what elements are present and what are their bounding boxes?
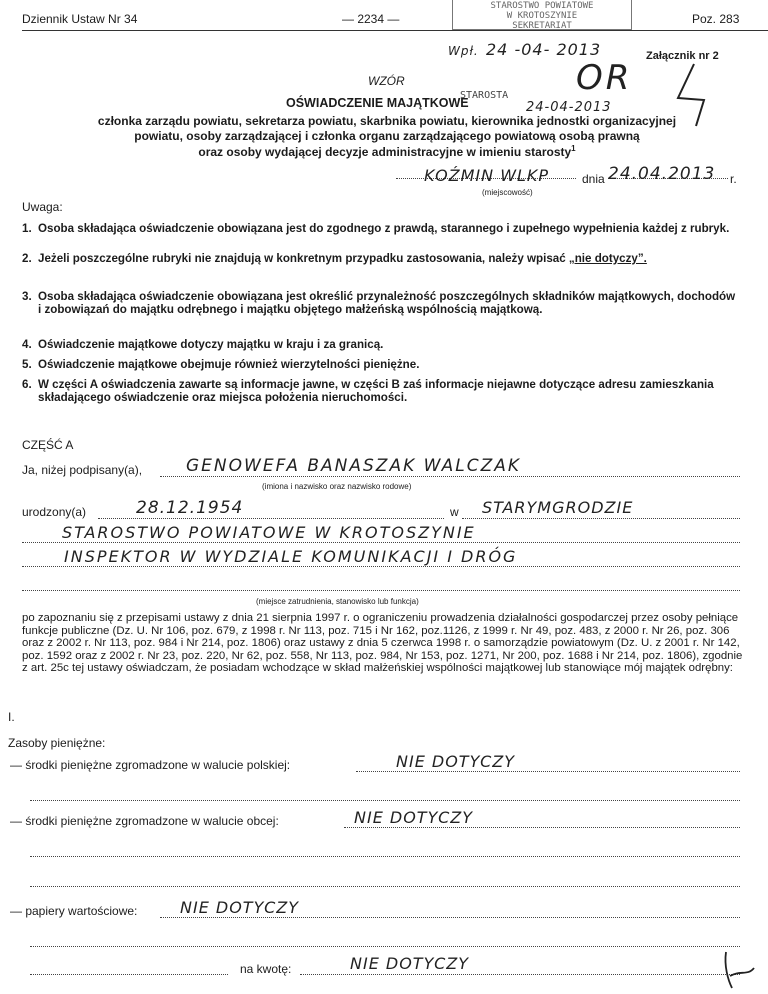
fx-dotline: [344, 827, 740, 828]
date-label: dnia: [582, 172, 605, 186]
page-number: — 2234 —: [342, 12, 400, 26]
place-date-row: [396, 166, 742, 188]
title-line-2: powiatu, osoby zarządzającej i członka organu zarządzającego powiatową osobą prawną: [134, 129, 640, 143]
note-emphasis: „nie dotyczy”.: [568, 252, 647, 265]
securities-label: — papiery wartościowe:: [10, 904, 138, 918]
birth-place: STARYMGRODZIE: [482, 498, 634, 517]
note-item: [22, 290, 742, 316]
starosta-date: 24-04-2013: [526, 100, 612, 115]
pln-dotline-2: [30, 800, 740, 801]
amount-value: NIE DOTYCZY: [350, 954, 469, 973]
birth-date-dotline: [98, 518, 444, 519]
employment-line-1: STAROSTWO POWIATOWE W KROTOSZYNIE: [62, 523, 476, 542]
received-prefix: Wpł.: [448, 44, 479, 58]
handwritten-code: OR: [576, 58, 633, 98]
notes-heading: Uwaga:: [22, 200, 63, 214]
stamp-line: SEKRETARIAT: [512, 21, 572, 31]
journal-title: Dziennik Ustaw Nr 34: [22, 12, 138, 26]
footnote-mark: 1: [571, 144, 576, 153]
pln-value: NIE DOTYCZY: [396, 752, 515, 771]
section-heading: Zasoby pieniężne:: [8, 736, 106, 750]
amount-label: na kwotę:: [240, 962, 292, 976]
fx-value: NIE DOTYCZY: [354, 808, 473, 827]
pln-dotline: [356, 771, 740, 772]
document-title: OŚWIADCZENIE MAJĄTKOWE: [286, 96, 469, 110]
place-caption: (miejscowość): [482, 188, 533, 197]
position-number: Poz. 283: [692, 12, 740, 26]
starosta-stamp: STAROSTA: [460, 90, 509, 101]
received-date: 24 -04- 2013: [486, 40, 602, 59]
note-item: [22, 222, 742, 235]
note-item: [22, 358, 742, 371]
title-line-3: [22, 144, 752, 159]
header-rule: [22, 30, 768, 31]
note-number: 3.: [22, 290, 32, 303]
employment-dotline-2: [22, 566, 740, 567]
fx-dotline-3: [30, 886, 740, 887]
note-number: 5.: [22, 358, 32, 371]
section-roman: I.: [8, 710, 15, 724]
signer-name: GENOWEFA BANASZAK WALCZAK: [186, 456, 521, 476]
in-label: w: [450, 505, 459, 519]
note-text: Osoba składająca oświadczenie obowiązana jest do zgodnego z prawdą, starannego i zupełnego wypełnienia każdej z rubryk.: [38, 222, 730, 235]
note-item: [22, 338, 742, 351]
note-item: [22, 378, 742, 404]
fx-label: — środki pieniężne zgromadzone w walucie obcej:: [10, 814, 279, 828]
securities-value: NIE DOTYCZY: [180, 898, 299, 917]
note-text: Jeżeli poszczególne rubryki nie znajdują w konkretnym przypadku zastosowania, należy wpisać: [38, 252, 566, 265]
note-text: W części A oświadczenia zawarte są informacje jawne, w części B zaś informacje niejawne dotyczące adresu zamieszkania składającego oświadczenie oraz miejsca położenia nieruchomości.: [38, 378, 714, 404]
pln-label: — środki pieniężne zgromadzone w walucie polskiej:: [10, 758, 291, 772]
birth-place-dotline: [462, 518, 740, 519]
note-number: 1.: [22, 222, 32, 235]
securities-dotline: [160, 917, 740, 918]
fx-dotline-2: [30, 856, 740, 857]
note-text: Oświadczenie majątkowe dotyczy majątku w kraju i za granicą.: [38, 338, 384, 351]
employment-caption: (miejsce zatrudnienia, stanowisko lub funkcja): [256, 597, 419, 606]
amount-lead-dotline: [30, 974, 228, 975]
employment-dotline-1: [22, 542, 740, 543]
stamp-line: STAROSTWO POWIATOWE: [490, 1, 594, 11]
securities-dotline-2: [30, 946, 740, 947]
date-value: 24.04.2013: [608, 164, 716, 184]
note-text: Oświadczenie majątkowe obejmuje również wierzytelności pieniężne.: [38, 358, 420, 371]
note-text: Osoba składająca oświadczenie obowiązana jest określić przynależność poszczególnych składników majątkowych, dochodów i zobowiązań do majątku odrębnego i majątku objętego małżeńską wspólnością majątkową.: [38, 290, 736, 316]
place-value: KOŹMIN WLKP: [424, 166, 550, 185]
signer-label: Ja, niżej podpisany(a),: [22, 463, 143, 477]
date-suffix: r.: [730, 172, 737, 186]
part-a-heading: CZĘŚĆ A: [22, 438, 74, 452]
note-number: 6.: [22, 378, 32, 391]
born-label: urodzony(a): [22, 505, 87, 519]
note-number: 2.: [22, 252, 32, 265]
note-number: 4.: [22, 338, 32, 351]
title-line-1: członka zarządu powiatu, sekretarza powiatu, skarbnika powiatu, kierownika jednostki organizacyjnej: [97, 114, 677, 128]
amount-dotline: [300, 974, 740, 975]
stamp-line: W KROTOSZYNIE: [506, 11, 578, 21]
signer-dotline: [160, 476, 740, 477]
attachment-label: Załącznik nr 2: [646, 50, 719, 62]
wzor-label: WZÓR: [368, 74, 405, 88]
initials-icon: [720, 946, 760, 992]
name-caption: (imiona i nazwisko oraz nazwisko rodowe): [262, 482, 412, 491]
office-stamp: [452, 0, 632, 30]
employment-dotline-3: [22, 590, 740, 591]
employment-line-2: INSPEKTOR W WYDZIALE KOMUNIKACJI I DRÓG: [64, 547, 518, 566]
birth-date: 28.12.1954: [136, 498, 244, 518]
note-item: [22, 252, 742, 265]
title-line-3-text: oraz osoby wydającej decyzje administracyjne w imieniu starosty: [198, 145, 572, 159]
legal-paragraph: po zapoznaniu się z przepisami ustawy z dnia 21 sierpnia 1997 r. o ograniczeniu prowadzenia działalności gospodarczej przez osoby pełniące funkcje publiczne (Dz. U. Nr 106, poz. 679, z 1998 r. Nr 113, poz. 715 i Nr 162, poz.1126, z 1999 r. Nr 49, poz. 483, z 2000 r. Nr 26, poz. 306 oraz z 2002 r. Nr 113, poz. 984 i Nr 214, poz. 1806) oraz ustawy z dnia 5 czerwca 1998 r. o samorządzie powiatowym (Dz. U. z 2001 r. Nr 142, poz. 1592 oraz z 2002 r. Nr 23, poz. 220, Nr 62, poz. 558, Nr 113, poz. 984, Nr 153, poz. 1271, Nr 200, poz. 1688 i Nr 214, poz. 1806), zgodnie z art. 25c tej ustawy oświadczam, że posiadam wchodzące w skład małżeńskiej wspólności majątkowej lub stanowiące mój majątek odrębny:: [22, 612, 743, 675]
